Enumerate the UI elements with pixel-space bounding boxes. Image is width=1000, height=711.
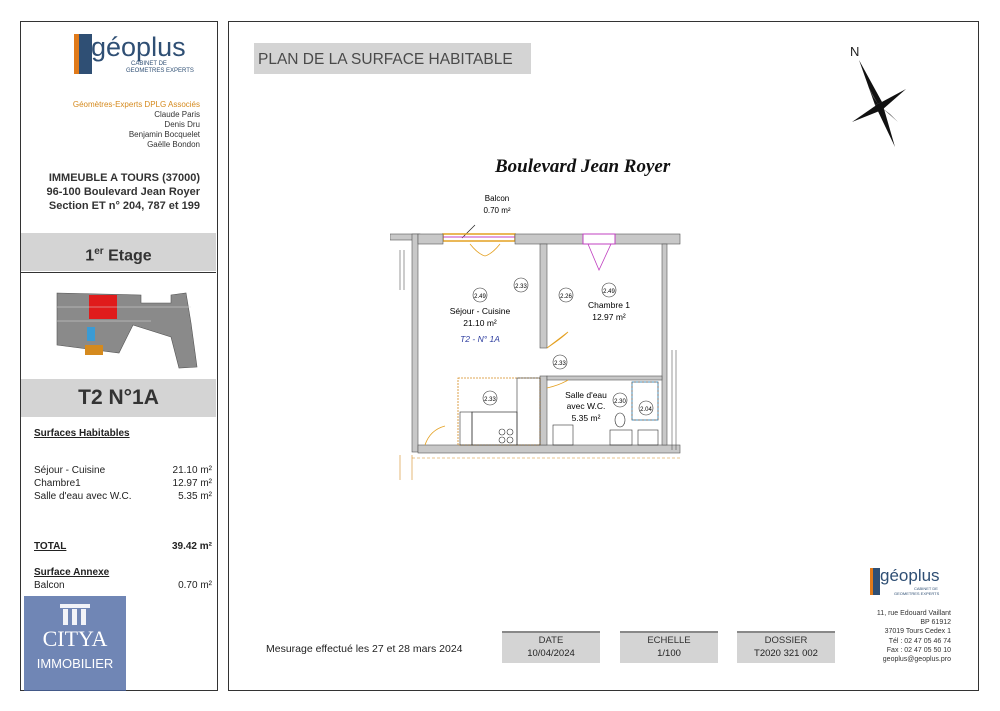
annex-row [34, 580, 212, 591]
floor-sup: er [94, 246, 104, 257]
room-name: Salle d'eau [565, 390, 607, 400]
surfaces-heading: Surfaces Habitables [34, 428, 130, 439]
room-area: 12.97 m² [592, 312, 626, 322]
height-marker: 2.33 [515, 284, 527, 290]
meta-file-label: DOSSIER [764, 635, 808, 646]
firm-partner: Denis Dru [164, 120, 200, 129]
citya-line-1: CITYA [42, 626, 108, 651]
surface-area: 12.97 m² [172, 478, 212, 489]
balcony-area: 0.70 m² [483, 206, 511, 215]
floor-number: 1 [85, 247, 95, 265]
meta-file-value: T2020 321 002 [754, 648, 818, 659]
meta-file [737, 631, 835, 663]
firm-partner: Benjamin Bocquelet [128, 130, 200, 139]
height-marker: 2.33 [554, 361, 566, 367]
surface-name: Salle d'eau avec W.C. [34, 491, 132, 502]
unit-bar [21, 379, 216, 417]
logo-brand: géoplus [91, 32, 186, 62]
contact-line: 11, rue Edouard Vaillant [876, 610, 951, 617]
firm-title: Géomètres-Experts DPLG Associés [72, 100, 200, 109]
surface-area: 5.35 m² [178, 491, 212, 502]
geoplus-logo [74, 34, 204, 78]
plan-title-bar [254, 43, 531, 74]
surface-row [34, 478, 212, 489]
total-label: TOTAL [34, 541, 67, 552]
logo-tag-small-2: GEOMETRES EXPERTS [894, 591, 940, 596]
plan-title: PLAN DE LA SURFACE HABITABLE [258, 51, 513, 68]
contact-line: 37019 Tours Cedex 1 [884, 628, 951, 636]
annex-heading: Surface Annexe [34, 567, 110, 578]
contact-email: geoplus@geoplus.pro [882, 656, 951, 664]
firm-partner: Gaëlle Bondon [147, 140, 200, 149]
meta-date-label: DATE [538, 635, 564, 646]
surface-row [34, 491, 212, 502]
meta-scale-value: 1/100 [657, 648, 681, 659]
balcony-label: Balcon [484, 194, 510, 203]
annex-value: 0.70 m² [178, 580, 212, 591]
surface-area: 21.10 m² [172, 465, 212, 476]
contact-block [840, 609, 951, 664]
geoplus-logo-small [870, 568, 955, 598]
floor-plan [390, 190, 690, 482]
meta-scale [620, 631, 718, 663]
meta-date [502, 631, 600, 663]
measure-text: Mesurage effectué les 27 et 28 mars 2024 [266, 643, 463, 655]
meta-date-value: 10/04/2024 [527, 648, 575, 659]
firm-partner: Claude Paris [154, 110, 200, 119]
contact-line: BP 61912 [920, 619, 951, 627]
surface-row [34, 465, 212, 476]
height-marker: 2.04 [640, 407, 652, 413]
surface-name: Chambre1 [34, 478, 81, 489]
firm-block [30, 100, 200, 150]
total-value: 39.42 m² [171, 541, 212, 552]
unit-label: T2 N°1A [78, 386, 159, 409]
height-marker: 2.49 [474, 294, 486, 300]
citya-line-2: IMMOBILIER [36, 656, 114, 671]
building-line-1: IMMEUBLE A TOURS (37000) [48, 172, 200, 184]
logo-brand-small: géoplus [880, 566, 940, 585]
room-name: Séjour - Cuisine [449, 306, 511, 316]
height-marker: 2.33 [484, 397, 496, 403]
room-name: avec W.C. [566, 401, 606, 411]
height-marker: 2.49 [603, 289, 615, 295]
height-marker: 2.26 [560, 294, 572, 300]
key-plan-drawing [21, 273, 216, 379]
building-line-2: 96-100 Boulevard Jean Royer [46, 186, 200, 198]
floor-bar [21, 233, 216, 271]
street-name: Boulevard Jean Royer [495, 156, 671, 177]
room-area: 5.35 m² [571, 413, 601, 423]
building-block [22, 171, 200, 213]
meta-scale-label: ECHELLE [647, 635, 691, 646]
room-area: 21.10 m² [463, 318, 497, 328]
total-row [34, 541, 212, 552]
height-marker: 2.30 [614, 399, 626, 405]
contact-line: Tél : 02 47 05 46 74 [888, 637, 951, 645]
compass-icon [842, 42, 912, 152]
logo-tagline-1: CABINET DE [131, 61, 167, 67]
logo-tagline-2: GEOMETRES EXPERTS [126, 68, 194, 74]
building-line-3: Section ET n° 204, 787 et 199 [48, 200, 200, 212]
room-name: Chambre 1 [587, 300, 631, 310]
annex-name: Balcon [34, 580, 65, 591]
surface-name: Séjour - Cuisine [34, 465, 106, 476]
contact-line: Fax : 02 47 05 50 10 [886, 646, 951, 654]
floor-label [21, 233, 216, 275]
key-plan [21, 272, 216, 380]
citya-logo [24, 596, 126, 691]
logo-tag-small: CABINET DE [914, 586, 938, 591]
north-label: N [850, 44, 860, 59]
floor-text: Etage [108, 247, 152, 265]
unit-ref: T2 - N° 1A [460, 334, 500, 344]
